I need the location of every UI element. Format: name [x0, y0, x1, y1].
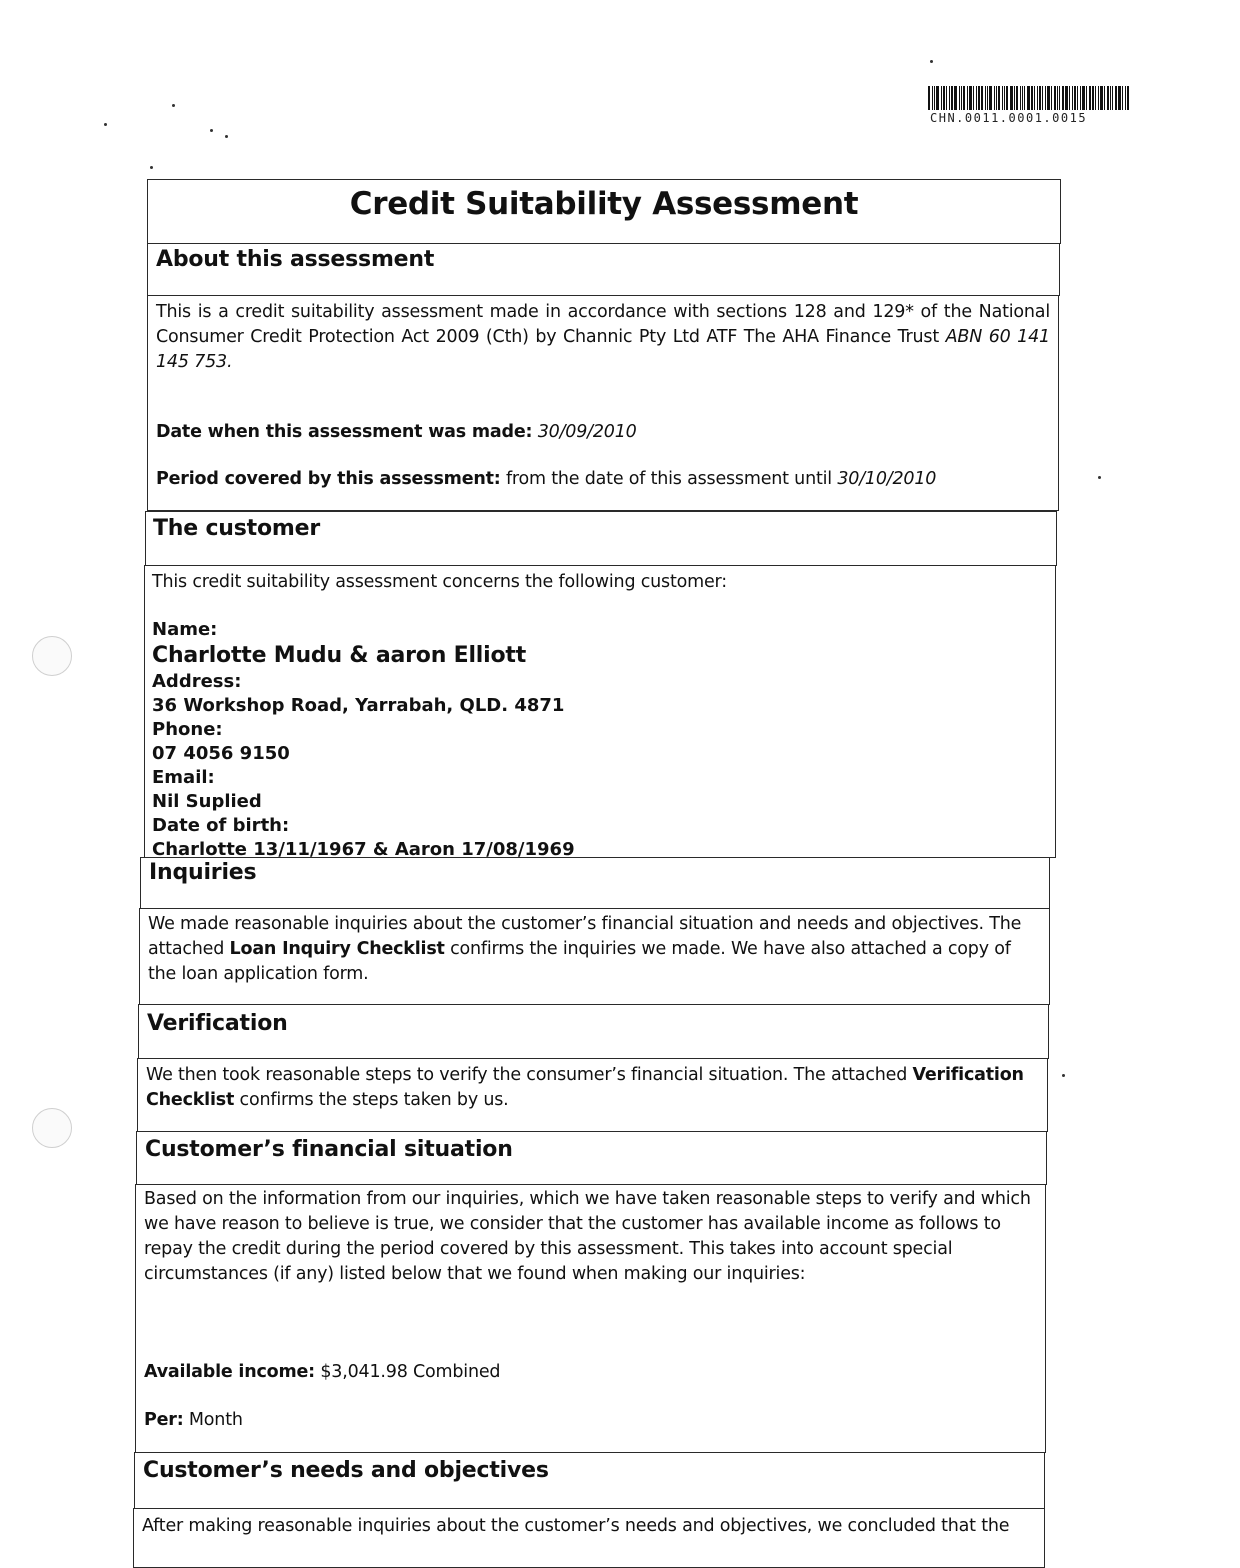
- financial-body-cell: [135, 1184, 1046, 1453]
- available-income-label: Available income:: [144, 1362, 315, 1382]
- verification-text-part1: We then took reasonable steps to verify the consumer’s financial situation. The attached: [146, 1065, 908, 1085]
- customer-heading: The customer: [153, 516, 320, 541]
- financial-heading: Customer’s financial situation: [145, 1137, 513, 1162]
- customer-phone-label: Phone:: [152, 719, 223, 740]
- customer-email-label: Email:: [152, 767, 215, 788]
- inquiries-heading: Inquiries: [149, 860, 257, 885]
- available-income-value: $3,041.98 Combined: [320, 1362, 501, 1382]
- customer-dob-label: Date of birth:: [152, 815, 290, 836]
- verification-body-cell: [137, 1058, 1048, 1132]
- financial-heading-cell: [136, 1131, 1047, 1185]
- inquiries-text: [148, 912, 1041, 987]
- inquiries-body-cell: [139, 908, 1050, 1005]
- assessment-period-line: [156, 467, 1050, 492]
- customer-heading-cell: [145, 511, 1057, 566]
- customer-address-label: Address:: [152, 671, 242, 692]
- verification-text: [146, 1063, 1039, 1113]
- needs-heading: Customer’s needs and objectives: [143, 1458, 549, 1483]
- income-period-line: [144, 1408, 1037, 1433]
- about-heading-cell: [147, 243, 1060, 296]
- assessment-date-label: Date when this assessment was made:: [156, 422, 533, 442]
- assessment-period-label: Period covered by this assessment:: [156, 469, 501, 489]
- document-title: Credit Suitability Assessment: [349, 186, 859, 222]
- customer-address-value: 36 Workshop Road, Yarrabah, QLD. 4871: [152, 695, 565, 716]
- verification-heading-cell: [138, 1004, 1049, 1059]
- assessment-date-value: 30/09/2010: [537, 422, 637, 442]
- verification-checklist-ref: Verification Checklist: [146, 1065, 1024, 1110]
- customer-name-label: Name:: [152, 619, 218, 640]
- inquiries-text-part2: confirms the inquiries we made. We have also attached a copy of the loan application form.: [148, 939, 1011, 984]
- assessment-period-value: 30/10/2010: [837, 469, 937, 489]
- inquiries-text-part1: We made reasonable inquiries about the customer’s financial situation and needs and objectives. The attached: [148, 914, 1022, 959]
- verification-text-part2: confirms the steps taken by us.: [239, 1090, 509, 1110]
- income-period-label: Per:: [144, 1410, 184, 1430]
- customer-dob-value: Charlotte 13/11/1967 & Aaron 17/08/1969: [152, 839, 575, 860]
- assessment-date-line: [156, 420, 1050, 445]
- about-heading: About this assessment: [156, 247, 435, 272]
- loan-inquiry-checklist-ref: Loan Inquiry Checklist: [229, 939, 445, 959]
- available-income-line: [144, 1360, 1037, 1385]
- customer-intro: This credit suitability assessment concerns the following customer:: [152, 572, 727, 592]
- needs-heading-cell: [134, 1452, 1045, 1509]
- abn-number: ABN 60 141 145 753.: [156, 327, 1050, 372]
- barcode-code: CHN.0011.0001.0015: [930, 111, 1088, 125]
- customer-phone-value: 07 4056 9150: [152, 743, 290, 764]
- verification-heading: Verification: [147, 1011, 288, 1036]
- about-body-cell: [147, 295, 1059, 511]
- income-period-value: Month: [188, 1410, 243, 1430]
- inquiries-heading-cell: [140, 857, 1050, 909]
- about-intro-text: This is a credit suitability assessment made in accordance with sections 128 and 129* of the National Consumer Credit Protection Act 2009 (Cth) by Channic Pty Ltd ATF The AHA Finance Trust: [156, 302, 1050, 347]
- customer-details: [152, 618, 1047, 862]
- title-cell: [147, 179, 1061, 244]
- financial-text: Based on the information from our inquiries, which we have taken reasonable steps to verify and which we have reason to believe is true, we consider that the customer has available income as follows to repay the credit during the period covered by this assessment. This takes into account special circumstances (if any) listed below that we found when making our inquiries:: [144, 1189, 1031, 1284]
- needs-text: After making reasonable inquiries about the customer’s needs and objectives, we concluded that the: [142, 1516, 1010, 1536]
- customer-name-value: Charlotte Mudu & aaron Elliott: [152, 643, 527, 668]
- needs-body-cell: [133, 1508, 1045, 1568]
- about-intro: [156, 300, 1050, 375]
- customer-email-value: Nil Suplied: [152, 791, 262, 812]
- assessment-period-text: from the date of this assessment until: [505, 469, 832, 489]
- customer-body-cell: [144, 565, 1056, 858]
